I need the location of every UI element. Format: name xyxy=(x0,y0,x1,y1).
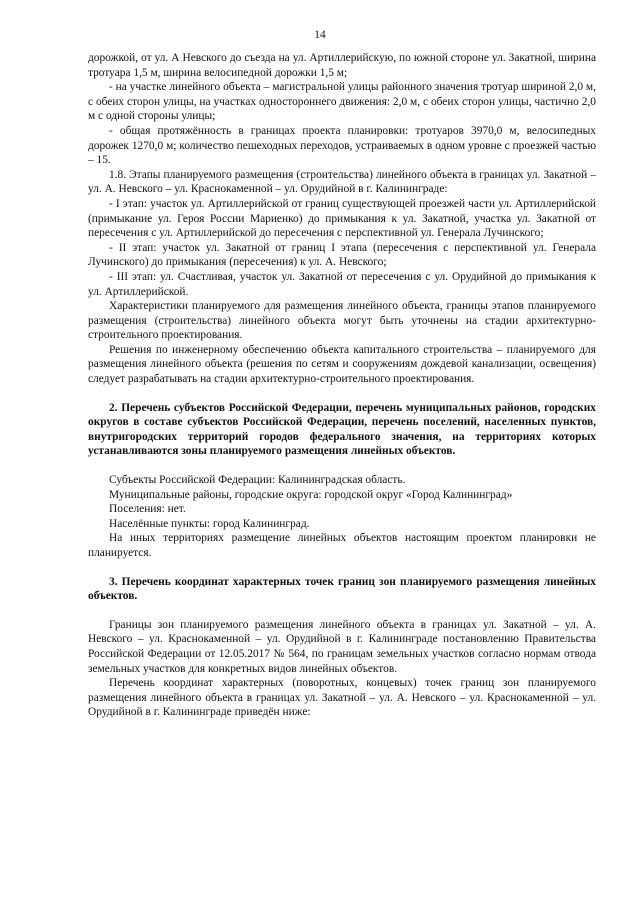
paragraph: Границы зон планируемого размещения линейного объекта в границах ул. Закатной – ул. А. Невского – ул. Краснокаменной – ул. Орудийной в г. Калининграде постановлению Правительства Российской Федерации от 12.05.2017 № 564, по границам земельных участков согласно нормам отвода земельных участков для конкретных видов линейных объектов. xyxy=(88,618,596,675)
list-item: - общая протяжённость в границах проекта планировки: тротуаров 3970,0 м, велосипедных дорожек 1270,0 м; количество пешеходных переходов, устраиваемых в одном уровне с проезжей частью – 15. xyxy=(88,124,596,167)
paragraph: Перечень координат характерных (поворотных, концевых) точек границ зон планируемого размещения линейного объекта в границах ул. Закатной – ул. А. Невского – ул. Краснокаменной – ул. Орудийной в г. Калининграде приведён ниже: xyxy=(88,677,596,719)
list-item: - на участке линейного объекта – магистральной улицы районного значения тротуар шириной 2,0 м, с обеих сторон улицы, на участках одностороннего движения: 2,0 м, с обеих сторон улицы, частично 2,0 м с одной стороны улицы; xyxy=(88,81,596,123)
page-content xyxy=(88,51,596,720)
section-3-heading: 3. Перечень координат характерных точек границ зон планируемого размещения линейных объектов. xyxy=(88,575,596,603)
list-item: - III этап: ул. Счастливая, участок ул. Закатной от пересечения с ул. Орудийной до примыкания к ул. Артиллерийской. xyxy=(88,270,596,298)
paragraph: 1.8. Этапы планируемого размещения (строительства) линейного объекта в границах ул. Закатной – ул. А. Невского – ул. Краснокаменной – ул. Орудийной в г. Калининграде: xyxy=(88,168,596,196)
list-item: - II этап: участок ул. Закатной от границ I этапа (пересечения с перспективной ул. Генерала Лучинского) до примыкания (пересечения) к ул. А. Невского; xyxy=(88,241,596,269)
paragraph: Решения по инженерному обеспечению объекта капитального строительства – планируемого для размещения линейного объекта (решения по сетям и сооружениям дождевой канализации, освещения) следует разрабатывать на стадии архитектурно-строительного проектирования. xyxy=(88,343,596,386)
paragraph: Характеристики планируемого для размещения линейного объекта, границы этапов планируемого размещения (строительства) линейного объекта могут быть уточнены на стадии архитектурно-строительного проектирования. xyxy=(88,300,596,342)
page-number: 14 xyxy=(314,29,326,41)
section-2-heading: 2. Перечень субъектов Российской Федерации, перечень муниципальных районов, городских округов в составе субъектов Российской Федерации, перечень поселений, населенных пунктов, внутригородских территорий городов федерального значения, на территориях которых устанавливаются зоны планируемого размещения линейных объектов. xyxy=(88,401,596,458)
list-item: - I этап: участок ул. Артиллерийской от границ существующей проезжей части ул. Артиллерийской (примыкание ул. Героя России Мариенко) до примыкания к ул. Закатной, участка ул. Закатной от пересечения с ул. Артиллерийской до пересечения с перспективной ул. Генерала Лучинского; xyxy=(88,197,596,240)
paragraph: Муниципальные районы, городские округа: городской округ «Город Калининград» xyxy=(109,488,513,501)
paragraph: Поселения: нет. xyxy=(109,503,186,516)
paragraph: Субъекты Российской Федерации: Калининградская область. xyxy=(109,474,406,487)
paragraph: дорожкой, от ул. А Невского до съезда на ул. Артиллерийскую, по южной стороне ул. Закатной, ширина тротуара 1,5 м, ширина велосипедной дорожки 1,5 м; xyxy=(88,52,596,79)
paragraph: На иных территориях размещение линейных объектов настоящим проектом планировки не планируется. xyxy=(88,532,596,559)
paragraph: Населённые пункты: город Калининград. xyxy=(109,517,310,530)
